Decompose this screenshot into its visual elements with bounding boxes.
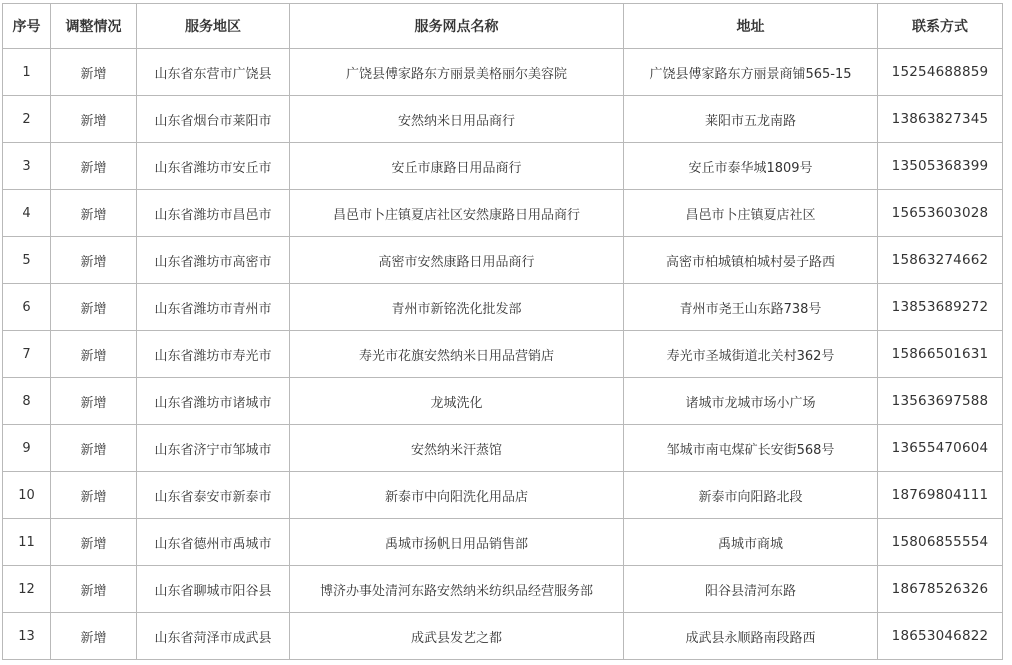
cell-status: 新增 <box>51 566 137 613</box>
cell-phone: 13863827345 <box>878 96 1003 143</box>
cell-address: 昌邑市卜庄镇夏店社区 <box>624 190 878 237</box>
cell-status: 新增 <box>51 519 137 566</box>
cell-address: 诸城市龙城市场小广场 <box>624 378 878 425</box>
table-row <box>3 613 1003 660</box>
table-row <box>3 378 1003 425</box>
cell-address: 邹城市南屯煤矿长安街568号 <box>624 425 878 472</box>
cell-status: 新增 <box>51 190 137 237</box>
header-status: 调整情况 <box>51 4 137 49</box>
cell-region: 山东省潍坊市青州市 <box>137 284 290 331</box>
cell-outlet-name: 安然纳米日用品商行 <box>290 96 624 143</box>
table-row <box>3 566 1003 613</box>
header-no: 序号 <box>3 4 51 49</box>
cell-region: 山东省泰安市新泰市 <box>137 472 290 519</box>
cell-status: 新增 <box>51 378 137 425</box>
cell-region: 山东省烟台市莱阳市 <box>137 96 290 143</box>
cell-outlet-name: 博济办事处清河东路安然纳米纺织品经营服务部 <box>290 566 624 613</box>
table-row <box>3 190 1003 237</box>
cell-outlet-name: 寿光市花旗安然纳米日用品营销店 <box>290 331 624 378</box>
cell-no: 2 <box>3 96 51 143</box>
cell-no: 4 <box>3 190 51 237</box>
table-body <box>3 49 1003 660</box>
cell-status: 新增 <box>51 237 137 284</box>
cell-address: 青州市尧王山东路738号 <box>624 284 878 331</box>
cell-outlet-name: 成武县发艺之都 <box>290 613 624 660</box>
cell-phone: 15806855554 <box>878 519 1003 566</box>
table-row <box>3 519 1003 566</box>
cell-status: 新增 <box>51 613 137 660</box>
cell-status: 新增 <box>51 96 137 143</box>
cell-phone: 15863274662 <box>878 237 1003 284</box>
cell-no: 7 <box>3 331 51 378</box>
cell-no: 8 <box>3 378 51 425</box>
cell-status: 新增 <box>51 143 137 190</box>
table-row <box>3 425 1003 472</box>
cell-phone: 18678526326 <box>878 566 1003 613</box>
cell-outlet-name: 禹城市扬帆日用品销售部 <box>290 519 624 566</box>
cell-no: 12 <box>3 566 51 613</box>
cell-region: 山东省菏泽市成武县 <box>137 613 290 660</box>
cell-region: 山东省东营市广饶县 <box>137 49 290 96</box>
cell-outlet-name: 昌邑市卜庄镇夏店社区安然康路日用品商行 <box>290 190 624 237</box>
cell-address: 安丘市泰华城1809号 <box>624 143 878 190</box>
cell-address: 阳谷县清河东路 <box>624 566 878 613</box>
cell-address: 莱阳市五龙南路 <box>624 96 878 143</box>
header-region: 服务地区 <box>137 4 290 49</box>
cell-status: 新增 <box>51 472 137 519</box>
cell-region: 山东省潍坊市昌邑市 <box>137 190 290 237</box>
cell-status: 新增 <box>51 284 137 331</box>
cell-outlet-name: 安丘市康路日用品商行 <box>290 143 624 190</box>
cell-phone: 13505368399 <box>878 143 1003 190</box>
header-contact: 联系方式 <box>878 4 1003 49</box>
cell-region: 山东省潍坊市寿光市 <box>137 331 290 378</box>
cell-phone: 18653046822 <box>878 613 1003 660</box>
cell-region: 山东省潍坊市安丘市 <box>137 143 290 190</box>
cell-phone: 13853689272 <box>878 284 1003 331</box>
cell-outlet-name: 广饶县傅家路东方丽景美格丽尔美容院 <box>290 49 624 96</box>
cell-outlet-name: 青州市新铭洗化批发部 <box>290 284 624 331</box>
cell-phone: 18769804111 <box>878 472 1003 519</box>
cell-phone: 15254688859 <box>878 49 1003 96</box>
cell-outlet-name: 安然纳米汗蒸馆 <box>290 425 624 472</box>
cell-region: 山东省济宁市邹城市 <box>137 425 290 472</box>
cell-outlet-name: 龙城洗化 <box>290 378 624 425</box>
cell-no: 9 <box>3 425 51 472</box>
cell-region: 山东省聊城市阳谷县 <box>137 566 290 613</box>
cell-address: 寿光市圣城街道北关村362号 <box>624 331 878 378</box>
cell-address: 成武县永顺路南段路西 <box>624 613 878 660</box>
header-outlet-name: 服务网点名称 <box>290 4 624 49</box>
cell-status: 新增 <box>51 49 137 96</box>
service-outlet-table <box>2 3 1003 660</box>
table-row <box>3 96 1003 143</box>
table-row <box>3 284 1003 331</box>
header-address: 地址 <box>624 4 878 49</box>
cell-no: 1 <box>3 49 51 96</box>
table-row <box>3 49 1003 96</box>
cell-outlet-name: 新泰市中向阳洗化用品店 <box>290 472 624 519</box>
table-header-row <box>3 4 1003 49</box>
cell-no: 11 <box>3 519 51 566</box>
cell-phone: 15866501631 <box>878 331 1003 378</box>
cell-region: 山东省潍坊市诸城市 <box>137 378 290 425</box>
cell-no: 3 <box>3 143 51 190</box>
cell-status: 新增 <box>51 331 137 378</box>
cell-address: 高密市柏城镇柏城村晏子路西 <box>624 237 878 284</box>
cell-no: 5 <box>3 237 51 284</box>
cell-address: 新泰市向阳路北段 <box>624 472 878 519</box>
table-row <box>3 237 1003 284</box>
cell-outlet-name: 高密市安然康路日用品商行 <box>290 237 624 284</box>
cell-address: 禹城市商城 <box>624 519 878 566</box>
cell-phone: 13655470604 <box>878 425 1003 472</box>
cell-region: 山东省德州市禹城市 <box>137 519 290 566</box>
table-row <box>3 472 1003 519</box>
cell-no: 10 <box>3 472 51 519</box>
cell-region: 山东省潍坊市高密市 <box>137 237 290 284</box>
cell-phone: 13563697588 <box>878 378 1003 425</box>
cell-no: 13 <box>3 613 51 660</box>
table-row <box>3 331 1003 378</box>
cell-status: 新增 <box>51 425 137 472</box>
table-row <box>3 143 1003 190</box>
cell-no: 6 <box>3 284 51 331</box>
cell-phone: 15653603028 <box>878 190 1003 237</box>
cell-address: 广饶县傅家路东方丽景商铺565-15 <box>624 49 878 96</box>
